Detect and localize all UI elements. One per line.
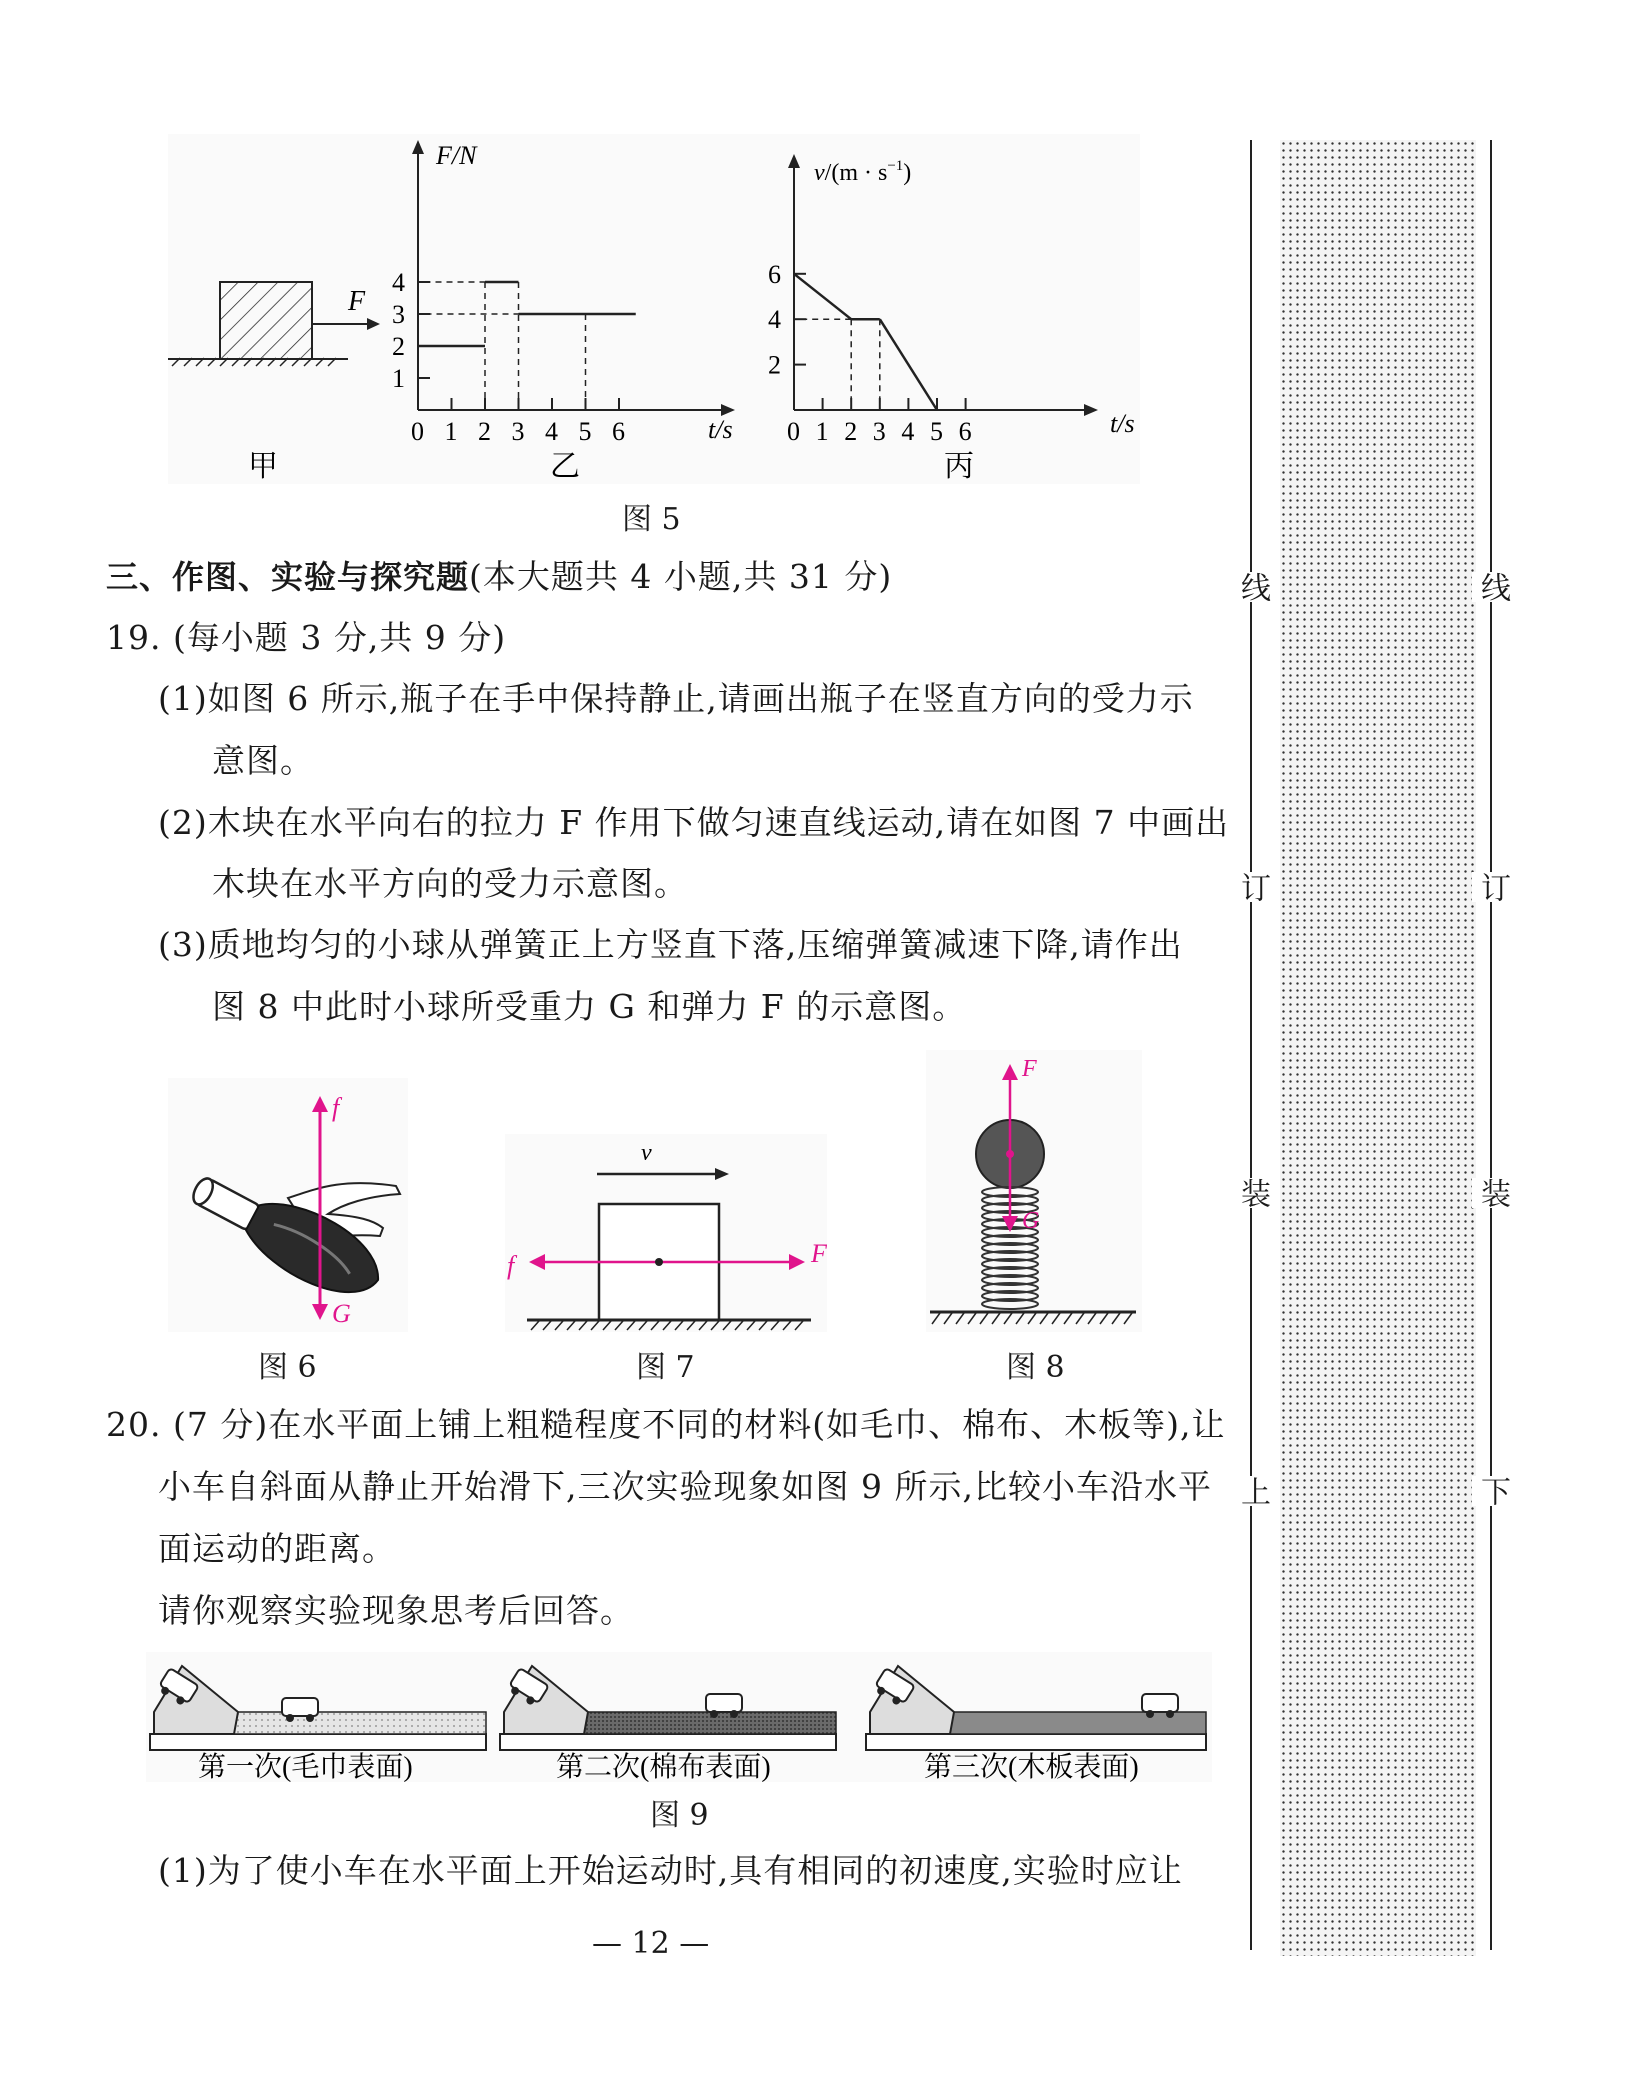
yi-xtick-label: 5 <box>578 417 592 446</box>
figure-5 <box>168 134 1140 484</box>
fig7-center-dot <box>655 1258 663 1266</box>
bing-ytick-label: 4 <box>768 305 781 335</box>
binding-right-zhuang: 装 <box>1472 1178 1512 1208</box>
bing-xtick-label: 3 <box>872 417 886 446</box>
fig7-velocity-arrow-icon <box>715 1168 729 1180</box>
fig6-gravity-label: G <box>332 1299 351 1328</box>
yi-xlabel: t/s <box>708 415 733 444</box>
figure-7 <box>505 1134 827 1332</box>
yi-ytick-label: 3 <box>392 300 405 329</box>
yi-ytick-label: 1 <box>392 364 405 393</box>
binding-left-ding: 订 <box>1232 872 1272 902</box>
fig7-friction-label: f <box>507 1251 515 1280</box>
binding-left-zhuang: 装 <box>1232 1178 1272 1208</box>
page-number: — 12 — <box>592 1926 710 1961</box>
q19-head: 19. (每小题 3 分,共 9 分) <box>106 618 507 657</box>
q20-line2: 小车自斜面从静止开始滑下,三次实验现象如图 9 所示,比较小车沿水平 <box>158 1467 1212 1506</box>
figure-5-svg <box>168 134 1140 484</box>
hatched-block <box>220 282 312 359</box>
bing-xtick-label: 0 <box>787 417 800 446</box>
bing-series-segment <box>880 319 937 410</box>
yi-xtick-label: 0 <box>411 417 424 446</box>
fig6-down-arrow-icon <box>312 1304 328 1320</box>
bing-xtick-label: 1 <box>815 417 829 446</box>
q20-line1: 20. (7 分)在水平面上铺上粗糙程度不同的材料(如毛巾、棉布、木板等),让 <box>106 1405 1226 1444</box>
bing-ytick-label: 6 <box>768 259 781 289</box>
figure-6-caption: 图 6 <box>258 1350 317 1385</box>
bing-ytick-label: 2 <box>768 350 781 380</box>
bing-xtick-label: 4 <box>901 417 915 446</box>
binding-left-xian: 线 <box>1232 572 1272 602</box>
section-3-heading <box>106 556 892 598</box>
fig5-bing-label: 丙 <box>944 450 974 483</box>
force-arrow-icon <box>367 318 380 330</box>
binding-line-left <box>1250 140 1252 1950</box>
yi-xtick-label: 4 <box>545 417 558 446</box>
binding-dotted-strip <box>1280 140 1476 1956</box>
bing-xlabel: t/s <box>1110 409 1135 438</box>
fig5-yi-chart <box>392 140 735 483</box>
figure-7-caption: 图 7 <box>636 1350 695 1385</box>
q19-part2-line2: 木块在水平方向的受力示意图。 <box>212 864 688 903</box>
fig7-velocity-label: v <box>641 1140 652 1166</box>
q20-part1: (1)为了使小车在水平面上开始运动时,具有相同的初速度,实验时应让 <box>158 1851 1183 1890</box>
yi-ytick-label: 4 <box>392 268 405 297</box>
fig5-jia-label: 甲 <box>248 450 278 483</box>
binding-right-xian: 线 <box>1472 572 1512 602</box>
fig6-up-arrow-icon <box>312 1096 328 1112</box>
section-3-title: 三、作图、实验与探究题 <box>106 558 470 596</box>
fig6-friction-label: f <box>332 1093 340 1122</box>
fig5-bing-chart <box>768 154 1135 483</box>
yi-xtick-label: 2 <box>478 417 491 446</box>
fig7-right-arrow-icon <box>789 1254 805 1270</box>
fig9-panel-1-label: 第一次(毛巾表面) <box>198 1752 413 1782</box>
figure-8-caption: 图 8 <box>1006 1350 1065 1385</box>
bing-xtick-label: 2 <box>844 417 858 446</box>
yi-xtick-label: 6 <box>612 417 625 446</box>
bing-series-segment <box>794 274 851 319</box>
fig9-panel-3-label: 第三次(木板表面) <box>924 1752 1139 1782</box>
yi-y-arrow-icon <box>412 140 424 154</box>
q19-part1-line1: (1)如图 6 所示,瓶子在手中保持静止,请画出瓶子在竖直方向的受力示 <box>158 679 1194 718</box>
bing-xtick-label: 6 <box>958 417 972 446</box>
yi-xtick-label: 3 <box>511 417 525 446</box>
binding-right-ding: 订 <box>1472 872 1512 902</box>
q19-part3-line2: 图 8 中此时小球所受重力 G 和弹力 F 的示意图。 <box>212 987 967 1026</box>
binding-line-right <box>1490 140 1492 1950</box>
fig9-panel-1 <box>150 1666 486 1782</box>
binding-right-xia: 下 <box>1472 1476 1512 1506</box>
q20-line4: 请你观察实验现象思考后回答。 <box>158 1591 634 1630</box>
fig7-left-arrow-icon <box>529 1254 545 1270</box>
fig8-elastic-label: F <box>1022 1056 1037 1082</box>
fig9-panel-3 <box>866 1666 1206 1782</box>
bing-y-arrow-icon <box>788 154 800 168</box>
figure-6 <box>168 1078 408 1332</box>
fig9-panel-2-label: 第二次(棉布表面) <box>556 1752 771 1782</box>
fig5-jia <box>168 282 380 483</box>
q19-part3-line1: (3)质地均匀的小球从弹簧正上方竖直下落,压缩弹簧减速下降,请作出 <box>158 925 1183 964</box>
fig8-gravity-label: G <box>1022 1208 1040 1234</box>
yi-ytick-label: 2 <box>392 332 405 361</box>
figure-5-caption: 图 5 <box>622 502 681 537</box>
fig5-yi-label: 乙 <box>550 450 580 483</box>
bing-x-arrow-icon <box>1084 404 1098 416</box>
bing-xtick-label: 5 <box>930 417 943 446</box>
fig8-center-dot <box>1006 1150 1014 1158</box>
figure-9 <box>146 1652 1212 1782</box>
fig9-panel-2 <box>500 1666 836 1782</box>
section-3-subtitle: (本大题共 4 小题,共 31 分) <box>469 557 893 596</box>
fig8-up-arrow-icon <box>1002 1064 1018 1080</box>
yi-xtick-label: 1 <box>444 417 458 446</box>
figure-8 <box>926 1050 1142 1332</box>
q19-part2-line1: (2)木块在水平向右的拉力 F 作用下做匀速直线运动,请在如图 7 中画出 <box>158 803 1230 842</box>
yi-ylabel: F/N <box>436 141 477 170</box>
binding-left-shang: 上 <box>1232 1476 1272 1506</box>
q19-part1-line2: 意图。 <box>212 741 314 780</box>
q20-line3: 面运动的距离。 <box>158 1529 396 1568</box>
fig5-jia-force: F <box>348 286 366 317</box>
figure-9-caption: 图 9 <box>650 1798 709 1833</box>
fig7-pull-label: F <box>811 1239 827 1268</box>
bing-ylabel: $v/(m \cdot s^{-1})$ <box>814 158 912 186</box>
